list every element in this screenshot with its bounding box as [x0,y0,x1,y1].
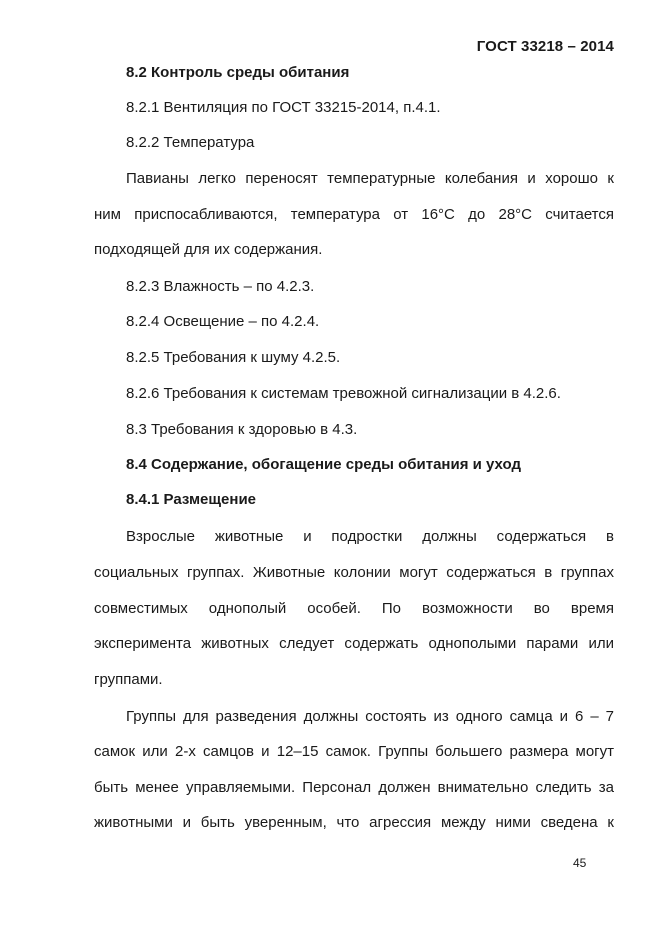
text-line: животными и быть уверенным, что агрессия между ними сведена к [94,814,614,831]
document-header: ГОСТ 33218 – 2014 [476,38,614,55]
text-line: 8.4.1 Размещение [126,491,257,508]
text-line: подходящей для их содержания. [94,241,323,258]
text-line: 8.2.3 Влажность – по 4.2.3. [126,278,315,295]
text-line: Группы для разведения должны состоять из одного самца и 6 – 7 [126,708,614,725]
text-line: совместимых однополый особей. По возможности во время [94,600,614,617]
text-line: социальных группах. Животные колонии могут содержаться в группах [94,564,614,581]
text-line: Павианы легко переносят температурные колебания и хорошо к [126,170,614,187]
text-line: 8.4 Содержание, обогащение среды обитания и уход [126,456,521,473]
page-number: 45 [573,856,587,870]
text-line: 8.2.4 Освещение – по 4.2.4. [126,313,320,330]
text-line: самок или 2-х самцов и 12–15 самок. Группы большего размера могут [94,743,614,760]
text-line: Взрослые животные и подростки должны содержаться в [126,528,614,545]
text-line: быть менее управляемыми. Персонал должен внимательно следить за [94,779,614,796]
text-line: 8.2.2 Температура [126,134,255,151]
text-line: группами. [94,671,163,688]
text-line: 8.2 Контроль среды обитания [126,64,350,81]
text-line: 8.2.6 Требования к системам тревожной сигнализации в 4.2.6. [126,385,561,402]
text-line: 8.3 Требования к здоровью в 4.3. [126,421,358,438]
text-line: 8.2.5 Требования к шуму 4.2.5. [126,349,341,366]
text-line: ним приспосабливаются, температура от 16°С до 28°С считается [94,206,614,223]
text-line: 8.2.1 Вентиляция по ГОСТ 33215-2014, п.4.1. [126,99,441,116]
text-line: эксперимента животных следует содержать однополыми парами или [94,635,614,652]
